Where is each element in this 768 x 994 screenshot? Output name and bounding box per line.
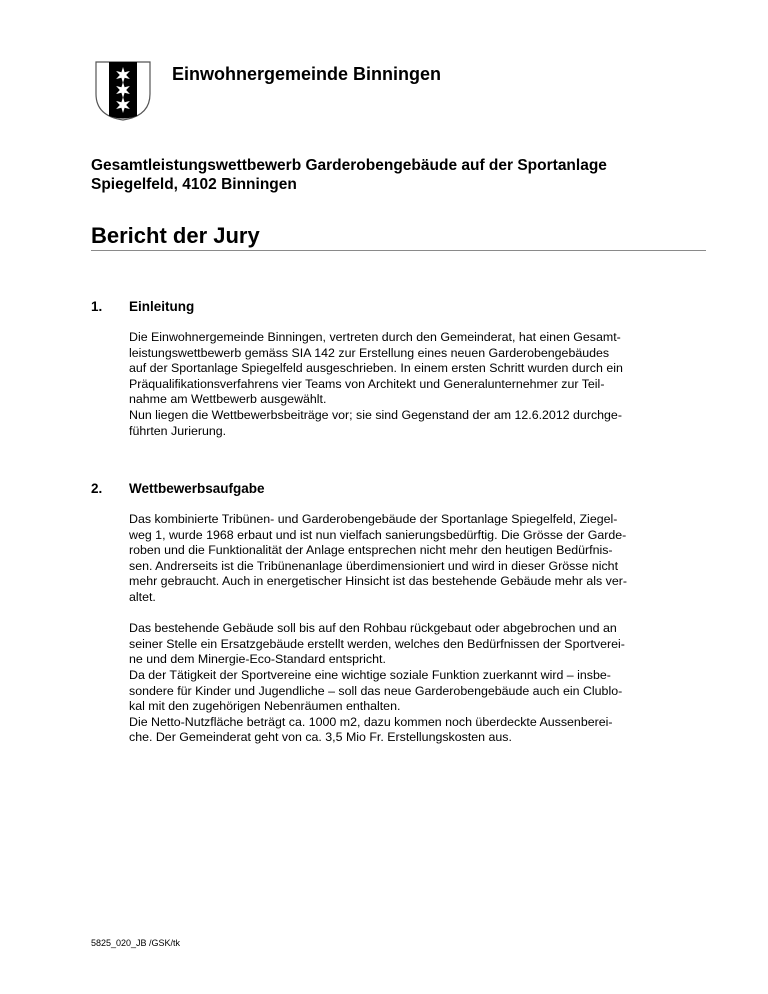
text-line: seiner Stelle ein Ersatzgebäude erstellt werden, welches den Bedürfnissen der Sportverei- bbox=[129, 636, 625, 651]
section-heading bbox=[91, 299, 711, 319]
text-line: mehr gebraucht. Auch in energetischer Hinsicht ist das bestehende Gebäude mehr als ver- bbox=[129, 574, 627, 589]
report-title: Bericht der Jury bbox=[91, 223, 706, 251]
text-line: roben und die Funktionalität der Anlage entsprechen nicht mehr den heutigen Bedürfnis- bbox=[129, 543, 613, 558]
section-heading bbox=[91, 481, 711, 501]
text-line: che. Der Gemeinderat geht von ca. 3,5 Mio Fr. Erstellungskosten aus. bbox=[129, 730, 512, 745]
section-wettbewerbsaufgabe bbox=[91, 481, 711, 746]
subtitle-line: Gesamtleistungswettbewerb Garderobengebäude auf der Sportanlage bbox=[91, 157, 607, 174]
text-line: leistungswettbewerb gemäss SIA 142 zur Erstellung eines neuen Garderobengebäudes bbox=[129, 345, 610, 360]
text-line: Das bestehende Gebäude soll bis auf den Rohbau rückgebaut oder abgebrochen und an bbox=[129, 621, 617, 636]
binningen-coat-of-arms-icon bbox=[94, 60, 152, 122]
text-line: ne und dem Minergie-Eco-Standard entspricht. bbox=[129, 652, 386, 667]
subtitle-line: Spiegelfeld, 4102 Binningen bbox=[91, 176, 297, 193]
section-title: Einleitung bbox=[129, 299, 195, 314]
text-line: sondere für Kinder und Jugendliche – soll das neue Garderobengebäude auch ein Clublo- bbox=[129, 683, 623, 698]
text-line: auf der Sportanlage Spiegelfeld ausgeschrieben. In einem ersten Schritt wurden durch ein bbox=[129, 361, 623, 376]
text-line: kal mit den zugehörigen Nebenräumen enthalten. bbox=[129, 699, 401, 714]
document-subtitle bbox=[91, 156, 711, 194]
section-number: 1. bbox=[91, 299, 103, 314]
section-body bbox=[129, 330, 711, 439]
text-line: Das kombinierte Tribünen- und Garderobengebäude der Sportanlage Spiegelfeld, Ziegel- bbox=[129, 512, 618, 526]
section-title: Wettbewerbsaufgabe bbox=[129, 481, 265, 496]
paragraph-spacer bbox=[129, 606, 711, 622]
footer-reference: 5825_020_JB /GSK/tk bbox=[91, 938, 181, 948]
section-number: 2. bbox=[91, 481, 103, 496]
text-line: Nun liegen die Wettbewerbsbeiträge vor; sie sind Gegenstand der am 12.6.2012 durchge- bbox=[129, 407, 622, 422]
text-line: Die Netto-Nutzfläche beträgt ca. 1000 m2, dazu kommen noch überdeckte Aussenberei- bbox=[129, 714, 613, 729]
text-line: führten Jurierung. bbox=[129, 423, 227, 438]
text-line: altet. bbox=[129, 589, 156, 604]
text-line: Präqualifikationsverfahrens vier Teams von Architekt und Generalunternehmer zur Teil- bbox=[129, 376, 605, 391]
text-line: weg 1, wurde 1968 erbaut und ist nun vielfach sanierungsbedürftig. Die Grösse der Garde- bbox=[129, 527, 627, 542]
text-line: sen. Andrerseits ist die Tribünenanlage überdimensioniert und wird in dieser Grösse nicht bbox=[129, 558, 619, 573]
text-line: Da der Tätigkeit der Sportvereine eine wichtige soziale Funktion zuerkannt wird – insbe- bbox=[129, 667, 611, 682]
section-body bbox=[129, 512, 711, 746]
text-line: Die Einwohnergemeinde Binningen, vertreten durch den Gemeinderat, hat einen Gesamt- bbox=[129, 330, 621, 344]
section-einleitung bbox=[91, 299, 711, 439]
text-line: nahme am Wettbewerb ausgewählt. bbox=[129, 392, 327, 407]
municipality-name: Einwohnergemeinde Binningen bbox=[172, 64, 442, 84]
